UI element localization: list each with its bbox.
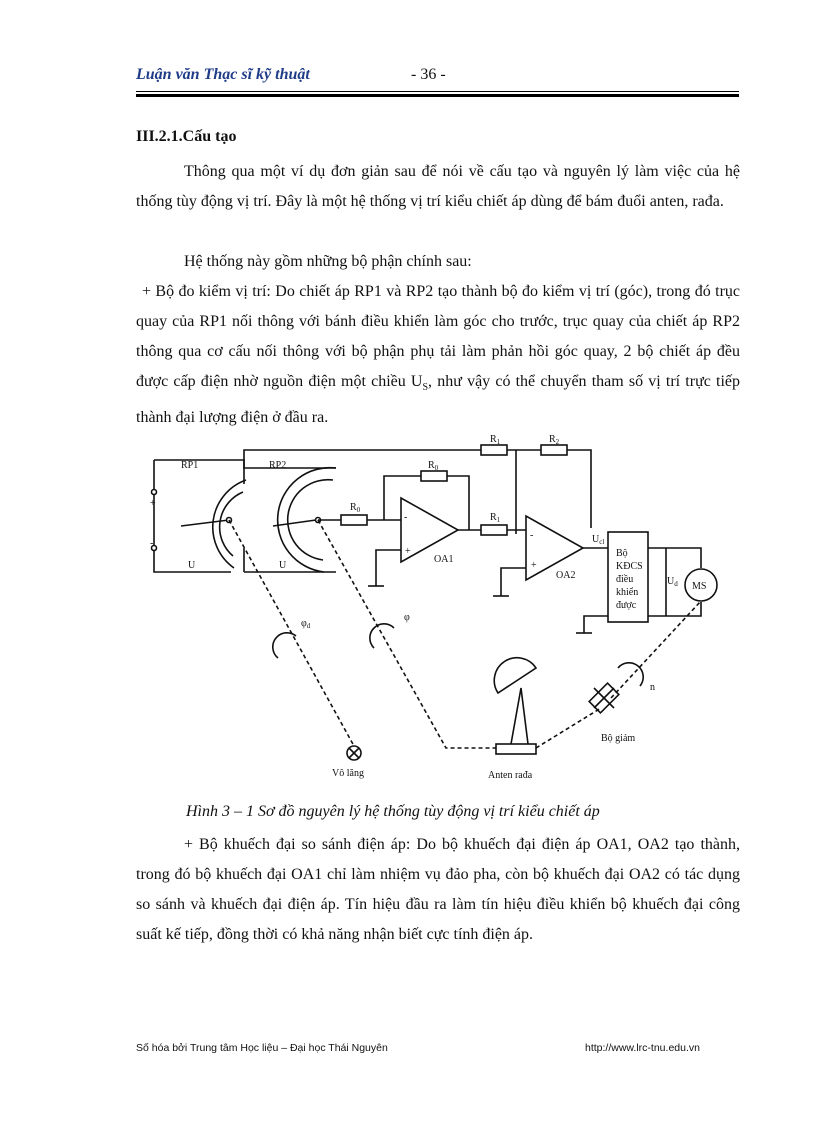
resistor-r2-top [541, 445, 567, 455]
oa2-plus-ground [501, 568, 526, 596]
label-antenna: Anten rađa [488, 770, 533, 781]
phi-arrow [370, 624, 394, 648]
resistor-r1-top [481, 445, 507, 455]
paragraph-measure-tail: , như vậy có thể chuyển tham số vị trí trực tiếp thành đại lượng điện ở đầu ra. [136, 373, 741, 427]
terminal-plus [152, 490, 157, 495]
kdcs-ground-wire [584, 616, 608, 633]
label-r0-fb: $R_0$ [428, 460, 439, 472]
page-number: - 36 - [411, 66, 446, 83]
phi-d-arrow [273, 633, 296, 658]
label-rp2: RP2 [269, 460, 287, 471]
label-ucl: $U_{cl}$ [592, 534, 605, 546]
header-title: Luận văn Thạc sĩ kỹ thuật [136, 66, 310, 83]
figure-caption: Hình 3 – 1 Sơ đồ nguyên lý hệ thống tùy động vị trí kiểu chiết áp [186, 803, 600, 820]
oa1-plus-ground [376, 550, 401, 586]
antenna-base [496, 744, 536, 754]
block-line-3: điều [616, 574, 634, 585]
n-arrow [618, 663, 643, 686]
motor-top-wire [648, 548, 701, 568]
label-phi: φ [404, 612, 410, 623]
label-oa1-minus: - [404, 512, 408, 523]
label-ms: MS [692, 581, 707, 592]
rp1-top-wire [154, 460, 244, 484]
label-ud: $U_d$ [667, 576, 678, 588]
label-n: n [650, 682, 655, 693]
label-r0-in: $R_0$ [350, 502, 361, 514]
label-r2-top: $R_2$ [549, 434, 560, 446]
rp1-left-wire [154, 460, 231, 572]
label-oa2-minus: - [530, 530, 534, 541]
block-line-5: được [616, 600, 637, 611]
antenna-gear-shaft [536, 708, 601, 748]
label-handwheel: Vô lăng [332, 768, 364, 779]
paragraph-measure-sub: S [422, 382, 429, 394]
label-u-left: U [188, 560, 196, 571]
antenna-mast [511, 688, 528, 744]
paragraph-components: Hệ thống này gồm những bộ phận chính sau: [184, 253, 472, 270]
resistor-r1-mid [481, 525, 507, 535]
label-u-right: U [279, 560, 287, 571]
footer-link[interactable]: http://www.lrc-tnu.edu.vn [585, 1042, 700, 1054]
rp1-wiper [181, 520, 229, 526]
label-plus-terminal: + [150, 498, 156, 509]
r0-fb-right [447, 476, 469, 530]
label-minus-terminal: - [150, 538, 154, 549]
paragraph-intro: Thông qua một ví dụ đơn giản sau để nói về cấu tạo và nguyên lý làm việc của hệ thống tùy động vị trí. Đây là một hệ thống vị trí kiểu chiết áp dùng để bám đuổi anten, rađa. [136, 163, 740, 210]
header-rule-thick [136, 94, 739, 97]
label-r1-top: $R_1$ [490, 434, 501, 446]
resistor-r0-fb [421, 471, 447, 481]
top-bus [244, 450, 481, 460]
footer-left: Số hóa bởi Trung tâm Học liệu – Đại học Thái Nguyên [136, 1042, 388, 1054]
rp2-wiper [273, 520, 316, 526]
label-oa2: OA2 [556, 570, 576, 581]
rp1-arc-inner [220, 492, 243, 556]
antenna-dish [494, 658, 536, 693]
label-oa1-plus: + [405, 546, 411, 557]
block-line-1: Bộ [616, 548, 628, 559]
label-oa1: OA1 [434, 554, 454, 565]
block-line-2: KĐCS [616, 561, 643, 572]
rp-link-top [244, 460, 336, 468]
paragraph-amplifier: + Bộ khuếch đại so sánh điện áp: Do bộ khuếch đại điện áp OA1, OA2 tạo thành, trong đó bộ khuếch đại OA1 chỉ làm nhiệm vụ đảo pha, còn bộ khuếch đại OA2 có tác dụng so sánh và khuếch đại điện áp. Tín hiệu đầu ra làm tín hiệu điều khiển bộ khuếch đại công suất kế tiếp, đồng thời có khả năng nhận biết cực tính điện áp. [136, 836, 740, 943]
label-r1-mid: $R_1$ [490, 512, 501, 524]
resistor-r0-in [341, 515, 367, 525]
paragraph-measure [136, 277, 740, 433]
block-line-4: khiển [616, 587, 639, 598]
header-rule-thin [136, 91, 739, 92]
label-rp1: RP1 [181, 460, 199, 471]
paragraph-measure-text: + Bộ đo kiểm vị trí: Do chiết áp RP1 và RP2 tạo thành bộ đo kiểm vị trí (góc), trong đó trục quay của RP1 nối thông với bánh điều khiển làm góc cho trước, trục quay của chiết áp RP2 thông qua cơ cấu nối thông với bộ phận phụ tải làm phản hồi góc quay, 2 bộ chiết áp đều được cấp điện nhờ nguồn điện một chiều U [136, 283, 740, 390]
label-gear: Bộ giảm [601, 733, 636, 744]
label-oa2-plus: + [531, 560, 537, 571]
label-phi-d: $\varphi_d$ [301, 618, 311, 630]
circuit-diagram [136, 428, 746, 796]
section-heading: III.2.1.Cấu tạo [136, 128, 237, 145]
top-bus-right [567, 450, 591, 528]
